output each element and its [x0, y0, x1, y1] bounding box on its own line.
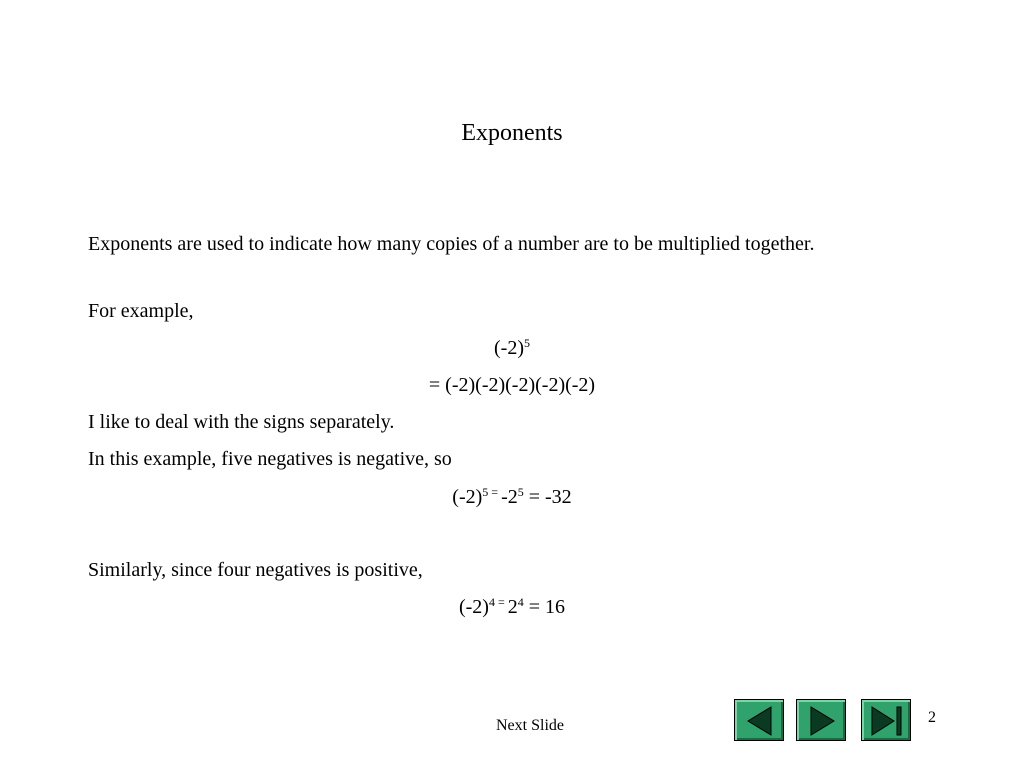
last-slide-button[interactable]	[861, 699, 911, 741]
next-slide-link[interactable]: Next Slide	[496, 717, 564, 734]
expression-base: (-2)	[494, 337, 524, 359]
signs-note-text: I like to deal with the signs separately.	[88, 411, 395, 433]
expr4-rhs-base: 2	[507, 596, 518, 618]
intro-text: Exponents are used to indicate how many copies of a number are to be multiplied together.	[88, 233, 815, 255]
next-slide-button[interactable]	[796, 699, 846, 741]
expr4-rhs-exp: 4	[517, 595, 524, 609]
for-example-text: For example,	[88, 300, 194, 322]
expr3-base: (-2)	[452, 486, 483, 508]
expr4-eq: =	[494, 595, 508, 609]
previous-slide-button[interactable]	[734, 699, 784, 741]
expression-exponent: 5	[523, 336, 530, 350]
expr3-rhs-base: -2	[501, 486, 518, 508]
slide-title: Exponents	[461, 120, 563, 146]
expr4-base: (-2)	[458, 596, 489, 618]
expression-expanded: = (-2)(-2)(-2)(-2)(-2)	[428, 374, 596, 396]
positive-note-text: Similarly, since four negatives is positive,	[88, 559, 423, 581]
negative-note-text: In this example, five negatives is negative, so	[88, 448, 452, 470]
expr4-result: = 16	[523, 596, 566, 618]
expr3-result: = -32	[523, 486, 572, 508]
expression-positive-result	[0, 592, 1024, 622]
expression-power	[0, 333, 1024, 363]
expr3-eq: =	[488, 485, 502, 499]
last-icon	[862, 700, 912, 742]
expr3-rhs-exp: 5	[517, 485, 524, 499]
previous-icon	[735, 700, 785, 742]
next-icon	[797, 700, 847, 742]
expression-negative-result	[0, 482, 1024, 512]
page-number: 2	[928, 709, 936, 726]
expr3-exp: 5	[482, 485, 489, 499]
expr4-exp: 4	[488, 595, 495, 609]
